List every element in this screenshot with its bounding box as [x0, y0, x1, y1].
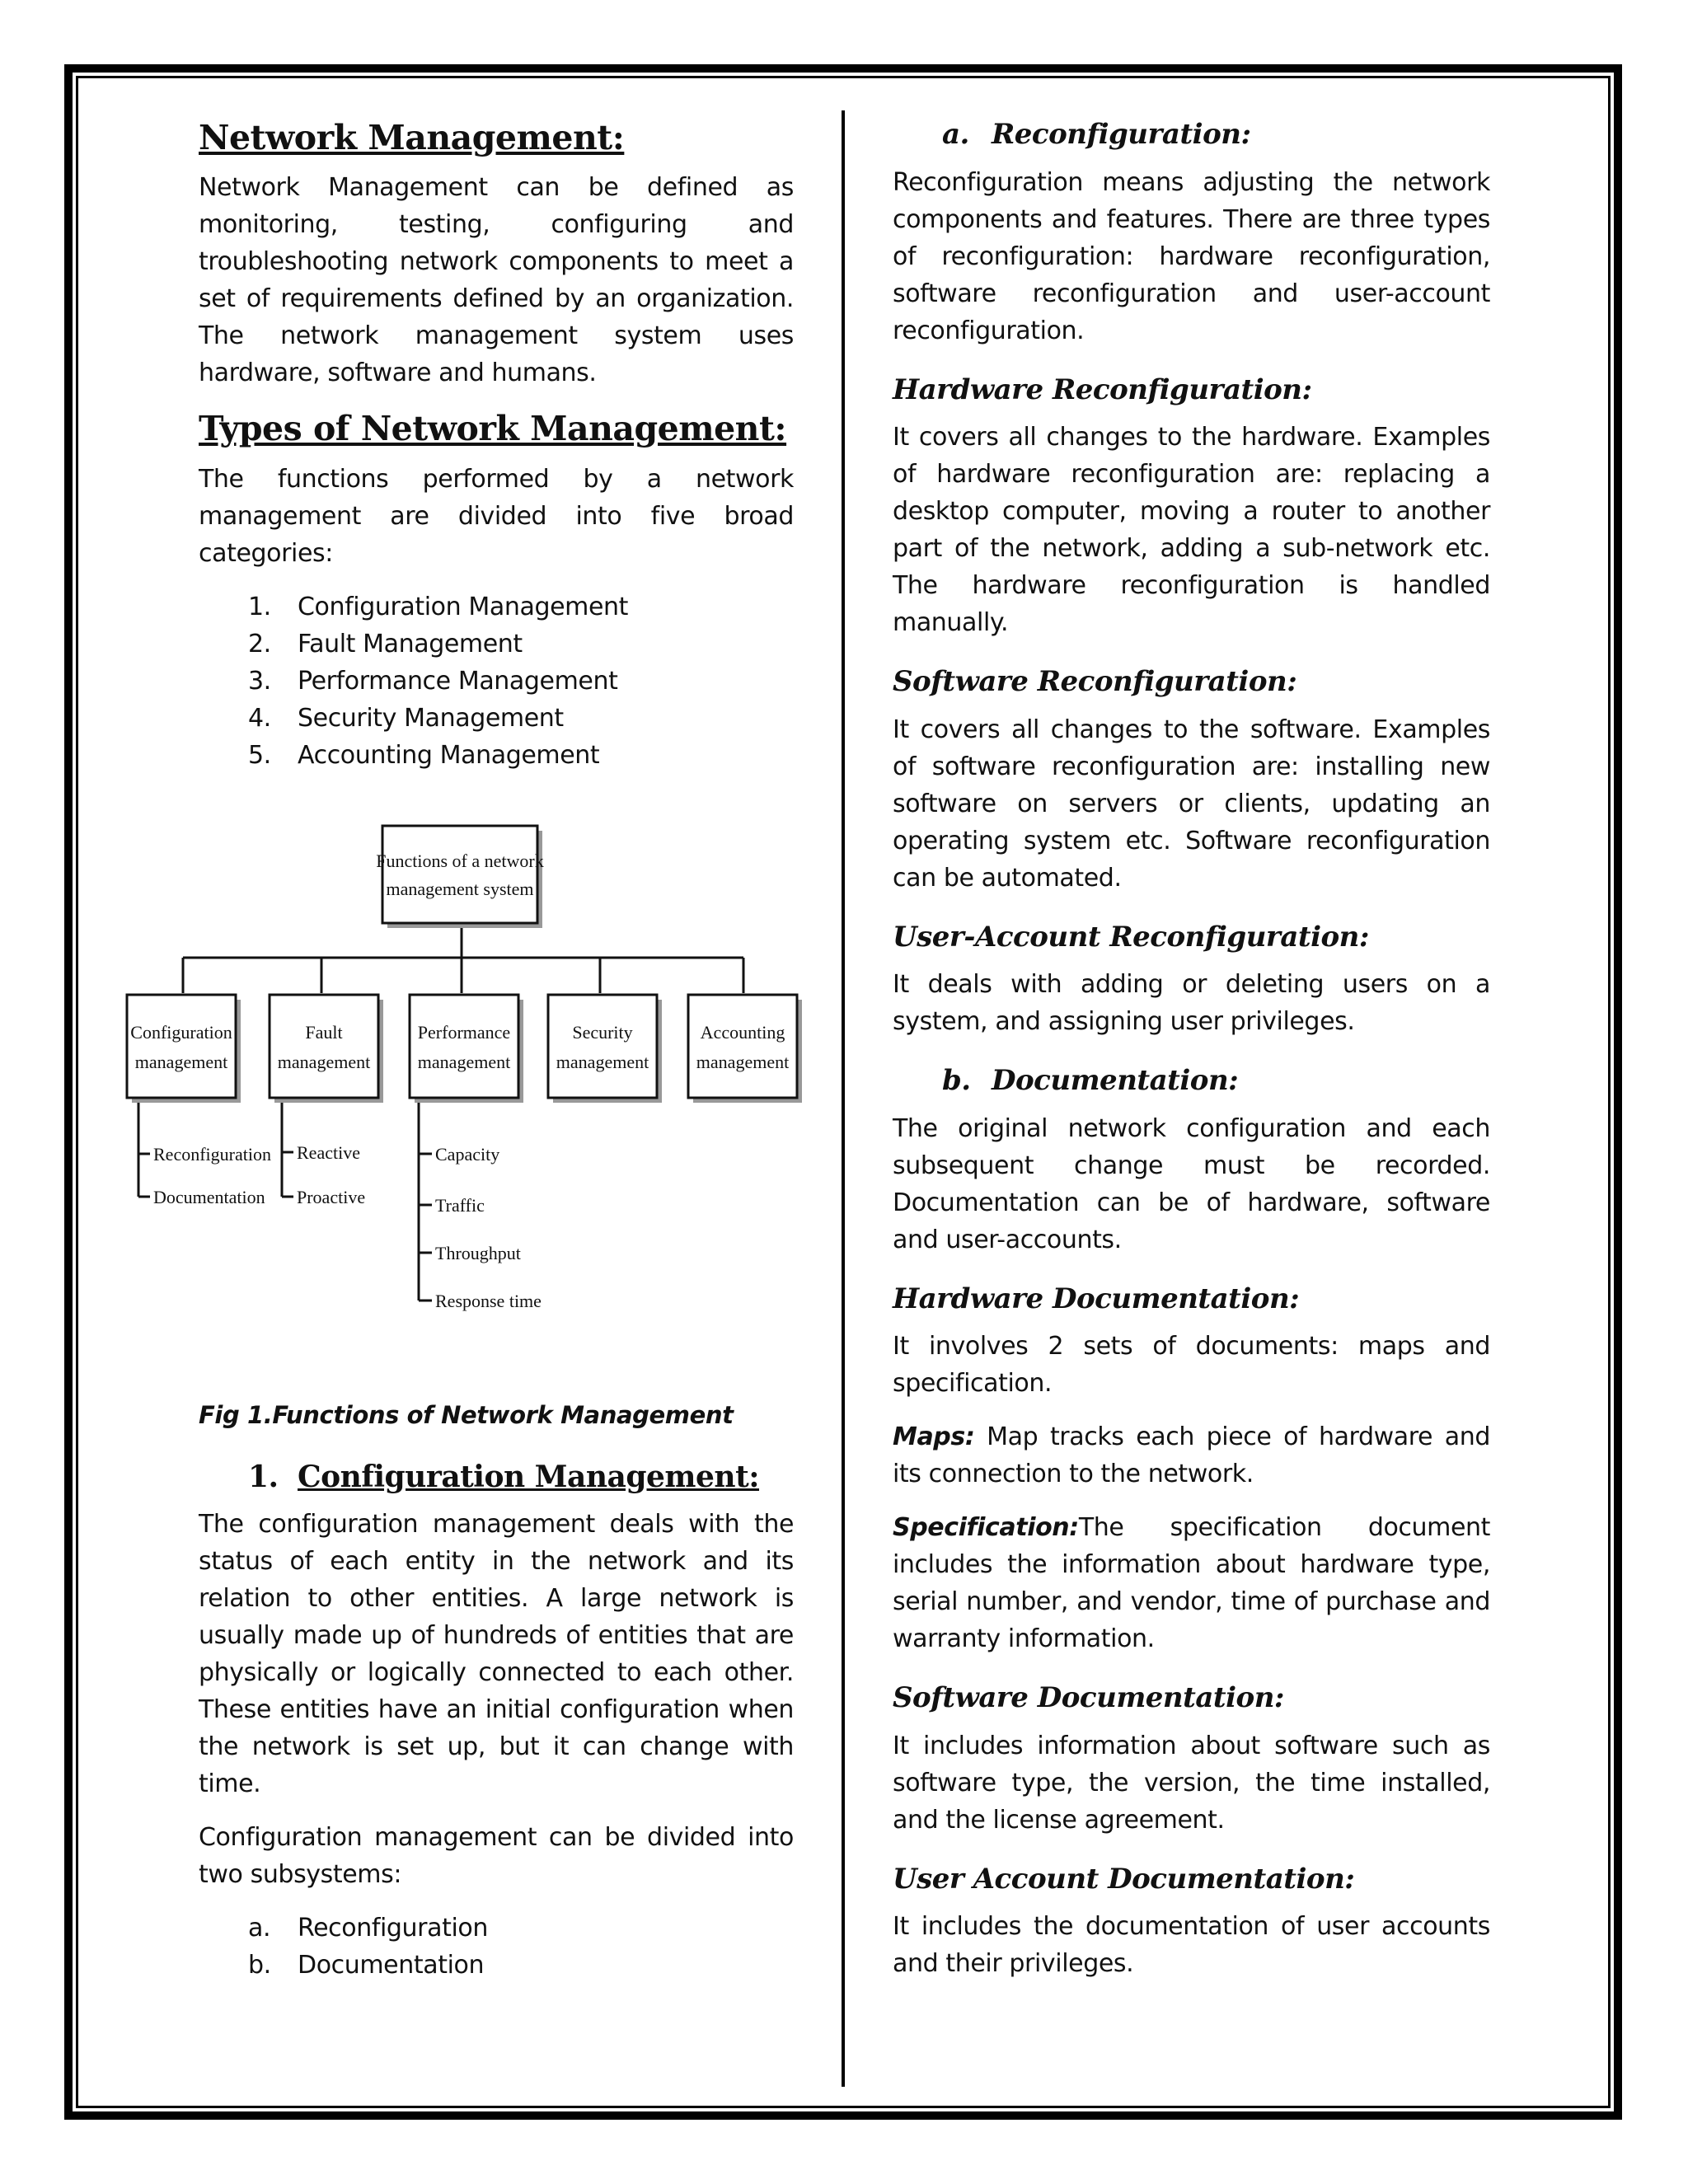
types-list — [248, 588, 794, 774]
subsystems-list — [248, 1910, 794, 1984]
diagram-leaf: Reactive — [297, 1142, 360, 1163]
hardware-reconfiguration-paragraph: It covers all changes to the hardware. Examples of hardware reconfiguration are: replacing a desktop computer, moving a router to another part of the network, adding a sub-network etc. The hardware reconfiguration is handled manually. — [893, 423, 1490, 637]
config-paragraph-1: The configuration management deals with the status of each entity in the network and its relation to other entities. A large network is usually made up of hundreds of entities that are physically or logically connected to each other. These entities have an initial configuration when the network is set up, but it can change with time. — [199, 1510, 794, 1798]
reconfiguration-paragraph: Reconfiguration means adjusting the network components and features. There are three types of reconfiguration: hardware reconfiguration, software reconfiguration and user-account reconfiguration. — [893, 167, 1490, 345]
diagram-leaf: Documentation — [153, 1187, 265, 1207]
user-account-reconfiguration-paragraph: It deals with adding or deleting users on a system, and assigning user privileges. — [893, 970, 1490, 1036]
list-item: 4. Security Management — [248, 703, 564, 733]
diagram-root-line1: Functions of a network — [376, 851, 544, 871]
left-column — [199, 107, 794, 774]
hardware-documentation-paragraph: It involves 2 sets of documents: maps and specification. — [893, 1332, 1490, 1398]
list-item: 2. Fault Management — [248, 629, 523, 658]
diagram-box-fault — [270, 995, 378, 1098]
types-heading: Types of Network Management: — [199, 409, 787, 449]
diagram-box-label: Accounting — [700, 1022, 785, 1043]
diagram-leaf: Proactive — [297, 1187, 366, 1207]
specification-paragraph: Specification:The specification document includes the information about hardware type, serial number, and vendor, time of purchase and warranty information. — [893, 1513, 1490, 1653]
maps-paragraph: Maps: Map tracks each piece of hardware and its connection to the network. — [893, 1422, 1490, 1488]
user-account-documentation-heading: User Account Documentation: — [893, 1862, 1355, 1896]
diagram-box-performance — [410, 995, 518, 1098]
diagram-box-label: Configuration — [130, 1022, 232, 1043]
diagram-box-label: management — [696, 1052, 790, 1072]
diagram-leaf: Reconfiguration — [153, 1144, 271, 1165]
right-column — [893, 107, 1490, 1999]
diagram-leaf: Traffic — [435, 1195, 485, 1216]
functions-diagram — [124, 816, 809, 1327]
figure-caption: Fig 1.Functions of Network Management — [199, 1401, 734, 1429]
user-account-reconfiguration-heading: User-Account Reconfiguration: — [893, 920, 1369, 954]
left-column-lower — [199, 1444, 794, 1984]
software-reconfiguration-heading: Software Reconfiguration: — [893, 665, 1297, 698]
diagram-box-label: Security — [572, 1022, 633, 1043]
network-management-heading: Network Management: — [199, 118, 625, 157]
hardware-documentation-heading: Hardware Documentation: — [893, 1282, 1300, 1315]
diagram-box-label: Fault — [305, 1022, 343, 1043]
documentation-heading: b. Documentation: — [942, 1064, 1239, 1097]
diagram-box-label: management — [417, 1052, 511, 1072]
diagram-box-label: management — [134, 1052, 228, 1072]
diagram-box-label: Performance — [417, 1022, 511, 1043]
diagram-leaf: Throughput — [435, 1243, 521, 1263]
diagram-box-label: management — [556, 1052, 649, 1072]
user-account-documentation-paragraph: It includes the documentation of user accounts and their privileges. — [893, 1912, 1490, 1978]
diagram-box-accounting — [688, 995, 797, 1098]
software-documentation-heading: Software Documentation: — [893, 1681, 1284, 1714]
diagram-box-label: management — [277, 1052, 371, 1072]
reconfiguration-heading: a. Reconfiguration: — [942, 118, 1251, 151]
diagram-leaf: Response time — [435, 1291, 542, 1311]
column-divider — [842, 110, 845, 2087]
list-item: 5. Accounting Management — [248, 740, 600, 770]
diagram-box-configuration — [127, 995, 236, 1098]
hardware-reconfiguration-heading: Hardware Reconfiguration: — [893, 373, 1312, 406]
list-item: 1. Configuration Management — [248, 592, 629, 621]
config-paragraph-2: Configuration management can be divided into two subsystems: — [199, 1823, 794, 1889]
diagram-root-line2: management system — [386, 879, 534, 899]
documentation-paragraph: The original network configuration and each subsequent change must be recorded. Documentation can be of hardware, software and user-accounts. — [893, 1113, 1490, 1254]
types-intro-paragraph: The functions performed by a network management are divided into five broad categories: — [199, 464, 794, 568]
configuration-management-heading: 1. Configuration Management: — [248, 1460, 760, 1494]
diagram-root-box — [382, 826, 537, 923]
intro-paragraph: Network Management can be defined as monitoring, testing, configuring and troubleshooting network components to meet a set of requirements defined by an organization. The network management system uses hardware, software and humans. — [199, 173, 794, 388]
list-item: b. Documentation — [248, 1951, 485, 1980]
diagram-leaf: Capacity — [435, 1144, 500, 1165]
diagram-box-security — [548, 995, 657, 1098]
software-reconfiguration-paragraph: It covers all changes to the software. Examples of software reconfiguration are: installing new software on servers or clients, updating an operating system etc. Software reconfiguration can be automated. — [893, 715, 1490, 893]
list-item: a. Reconfiguration — [248, 1914, 488, 1943]
software-documentation-paragraph: It includes information about software such as software type, the version, the time installed, and the license agreement. — [893, 1731, 1490, 1835]
list-item: 3. Performance Management — [248, 666, 618, 696]
